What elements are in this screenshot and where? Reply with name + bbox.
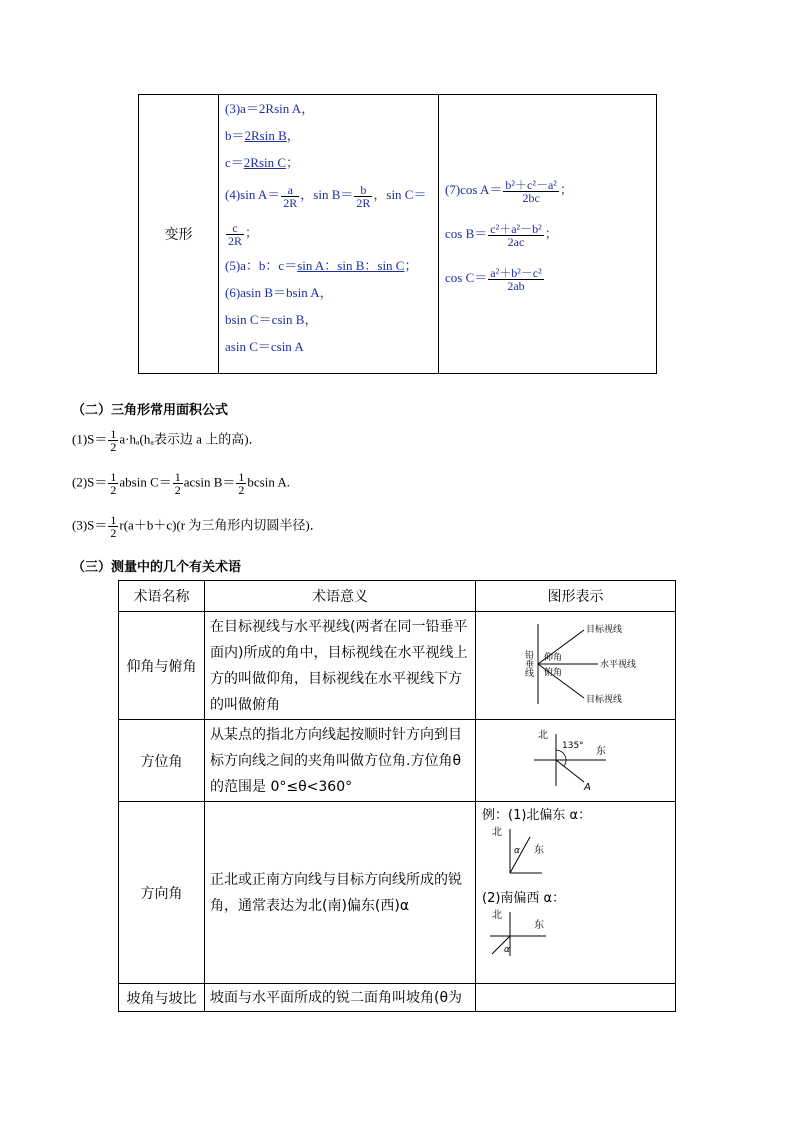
fig-label-north: 北 [537,729,548,741]
fig-label-top: 目标视线 [585,624,622,635]
term-meaning-cell [205,984,476,1012]
term-meaning: 在目标视线与水平视线(两者在同一铅垂平面内)所成的角中，目标视线在水平视线上方的叫做仰角，目标视线在水平视线下方的叫做俯角 [210,618,468,713]
fig-label-north: 北 [492,827,502,838]
section-heading: （二）三角形常用面积公式 [72,403,229,418]
identity-table [138,94,657,374]
south-west-figure [482,906,592,962]
column-header: 图形表示 [476,581,676,612]
row-label: 变形 [164,227,193,243]
formula-line: $\frac{c}{2R}$ ； [228,220,259,248]
cosine-formula: cos C＝ $\frac{\text{a²＋b²－c²}}{2ab}$ [445,265,542,293]
fig-label-east: 东 [595,745,606,757]
fig-label-depression: 俯角 [543,667,562,678]
fig-label-north: 北 [492,910,502,921]
term-name: 坡角与坡比 [119,984,205,1012]
area-formula-1: (1)S＝ $\frac{1}{2}$ a·hₐ(hₐ表示边 a 上的高)． [72,427,262,454]
example-2-label: (2)南偏西 α： [482,891,566,906]
figure-cell [476,720,676,802]
cosine-formula: (7)cos A＝ $\frac{\text{b²＋c²－a²}}{2bc}$ ； [445,177,573,205]
cosine-forms-cell [439,95,657,374]
term-name: 方位角 [119,720,205,802]
area-formula-2: (2)S＝ $\frac{1}{2}$ absin C＝ $\frac{1}{2}$ acsin B＝ $\frac{1}{2}$ bcsin A. [72,470,291,497]
fig-label-bottom: 目标视线 [585,694,622,705]
formula-line: (3)a＝2Rsin A， [225,101,315,116]
term-name: 仰角与俯角 [119,612,205,720]
term-meaning: 坡面与水平面所成的锐二面角叫坡角(θ为 [210,989,463,1006]
azimuth-figure [526,724,626,794]
formula-line: bsin C＝csin B， [225,312,318,327]
formula-line: (4)sin A＝ $\frac{a}{2R}$ ，sin B＝ $\frac{b}{2R}$ ，sin C＝ [225,182,427,210]
formula-line: (5)a：b：c＝sin A：sin B：sin C； [225,258,418,273]
north-east-figure [482,823,592,881]
table-row [119,720,676,802]
fig-label-east: 东 [534,920,544,931]
elevation-depression-figure [516,616,636,712]
table-row [119,802,676,984]
fig-label-point: A [583,781,591,793]
table-row [119,984,676,1012]
fig-label-elevation: 仰角 [543,652,562,663]
cosine-formula: cos B＝ $\frac{\text{c²＋a²－b²}}{2ac}$ ； [445,221,558,249]
section-heading: （三）测量中的几个有关术语 [72,560,242,575]
fig-label-vertical: 铅垂线 [522,649,533,677]
term-meaning-cell [205,612,476,720]
term-meaning-cell [205,720,476,802]
fig-label-angle: 135° [561,740,584,751]
terms-table [118,580,676,1012]
row-label-cell [139,95,219,374]
fig-label-alpha: α [504,945,510,955]
formula-line: (6)asin B＝bsin A， [225,285,333,300]
column-header: 术语名称 [119,581,205,612]
term-meaning: 正北或正南方向线与目标方向线所成的锐角，通常表达为北(南)偏东(西)α [210,871,462,914]
figure-cell [476,802,676,984]
sine-forms-cell [219,95,439,374]
table-header-row [119,581,676,612]
fig-label-east: 东 [534,845,544,856]
figure-cell [476,612,676,720]
column-header: 术语意义 [205,581,476,612]
term-meaning-cell [205,802,476,984]
fig-label-alpha: α [514,846,520,856]
example-1-label: 例：(1)北偏东 α： [482,808,592,823]
term-name: 方向角 [119,802,205,984]
figure-cell [476,984,676,1012]
table-row [119,612,676,720]
formula-line: c＝2Rsin C； [225,155,300,170]
area-formula-3: (3)S＝ $\frac{1}{2}$ r(a＋b＋c)(r 为三角形内切圆半径)． [72,513,323,540]
fig-label-horizontal: 水平视线 [599,659,636,670]
term-meaning: 从某点的指北方向线起按顺时针方向到目标方向线之间的夹角叫做方位角.方位角θ的范围是 0°≤θ<360° [210,726,462,795]
formula-line: asin C＝csin A [225,339,304,354]
formula-line: b＝2Rsin B， [225,128,300,143]
